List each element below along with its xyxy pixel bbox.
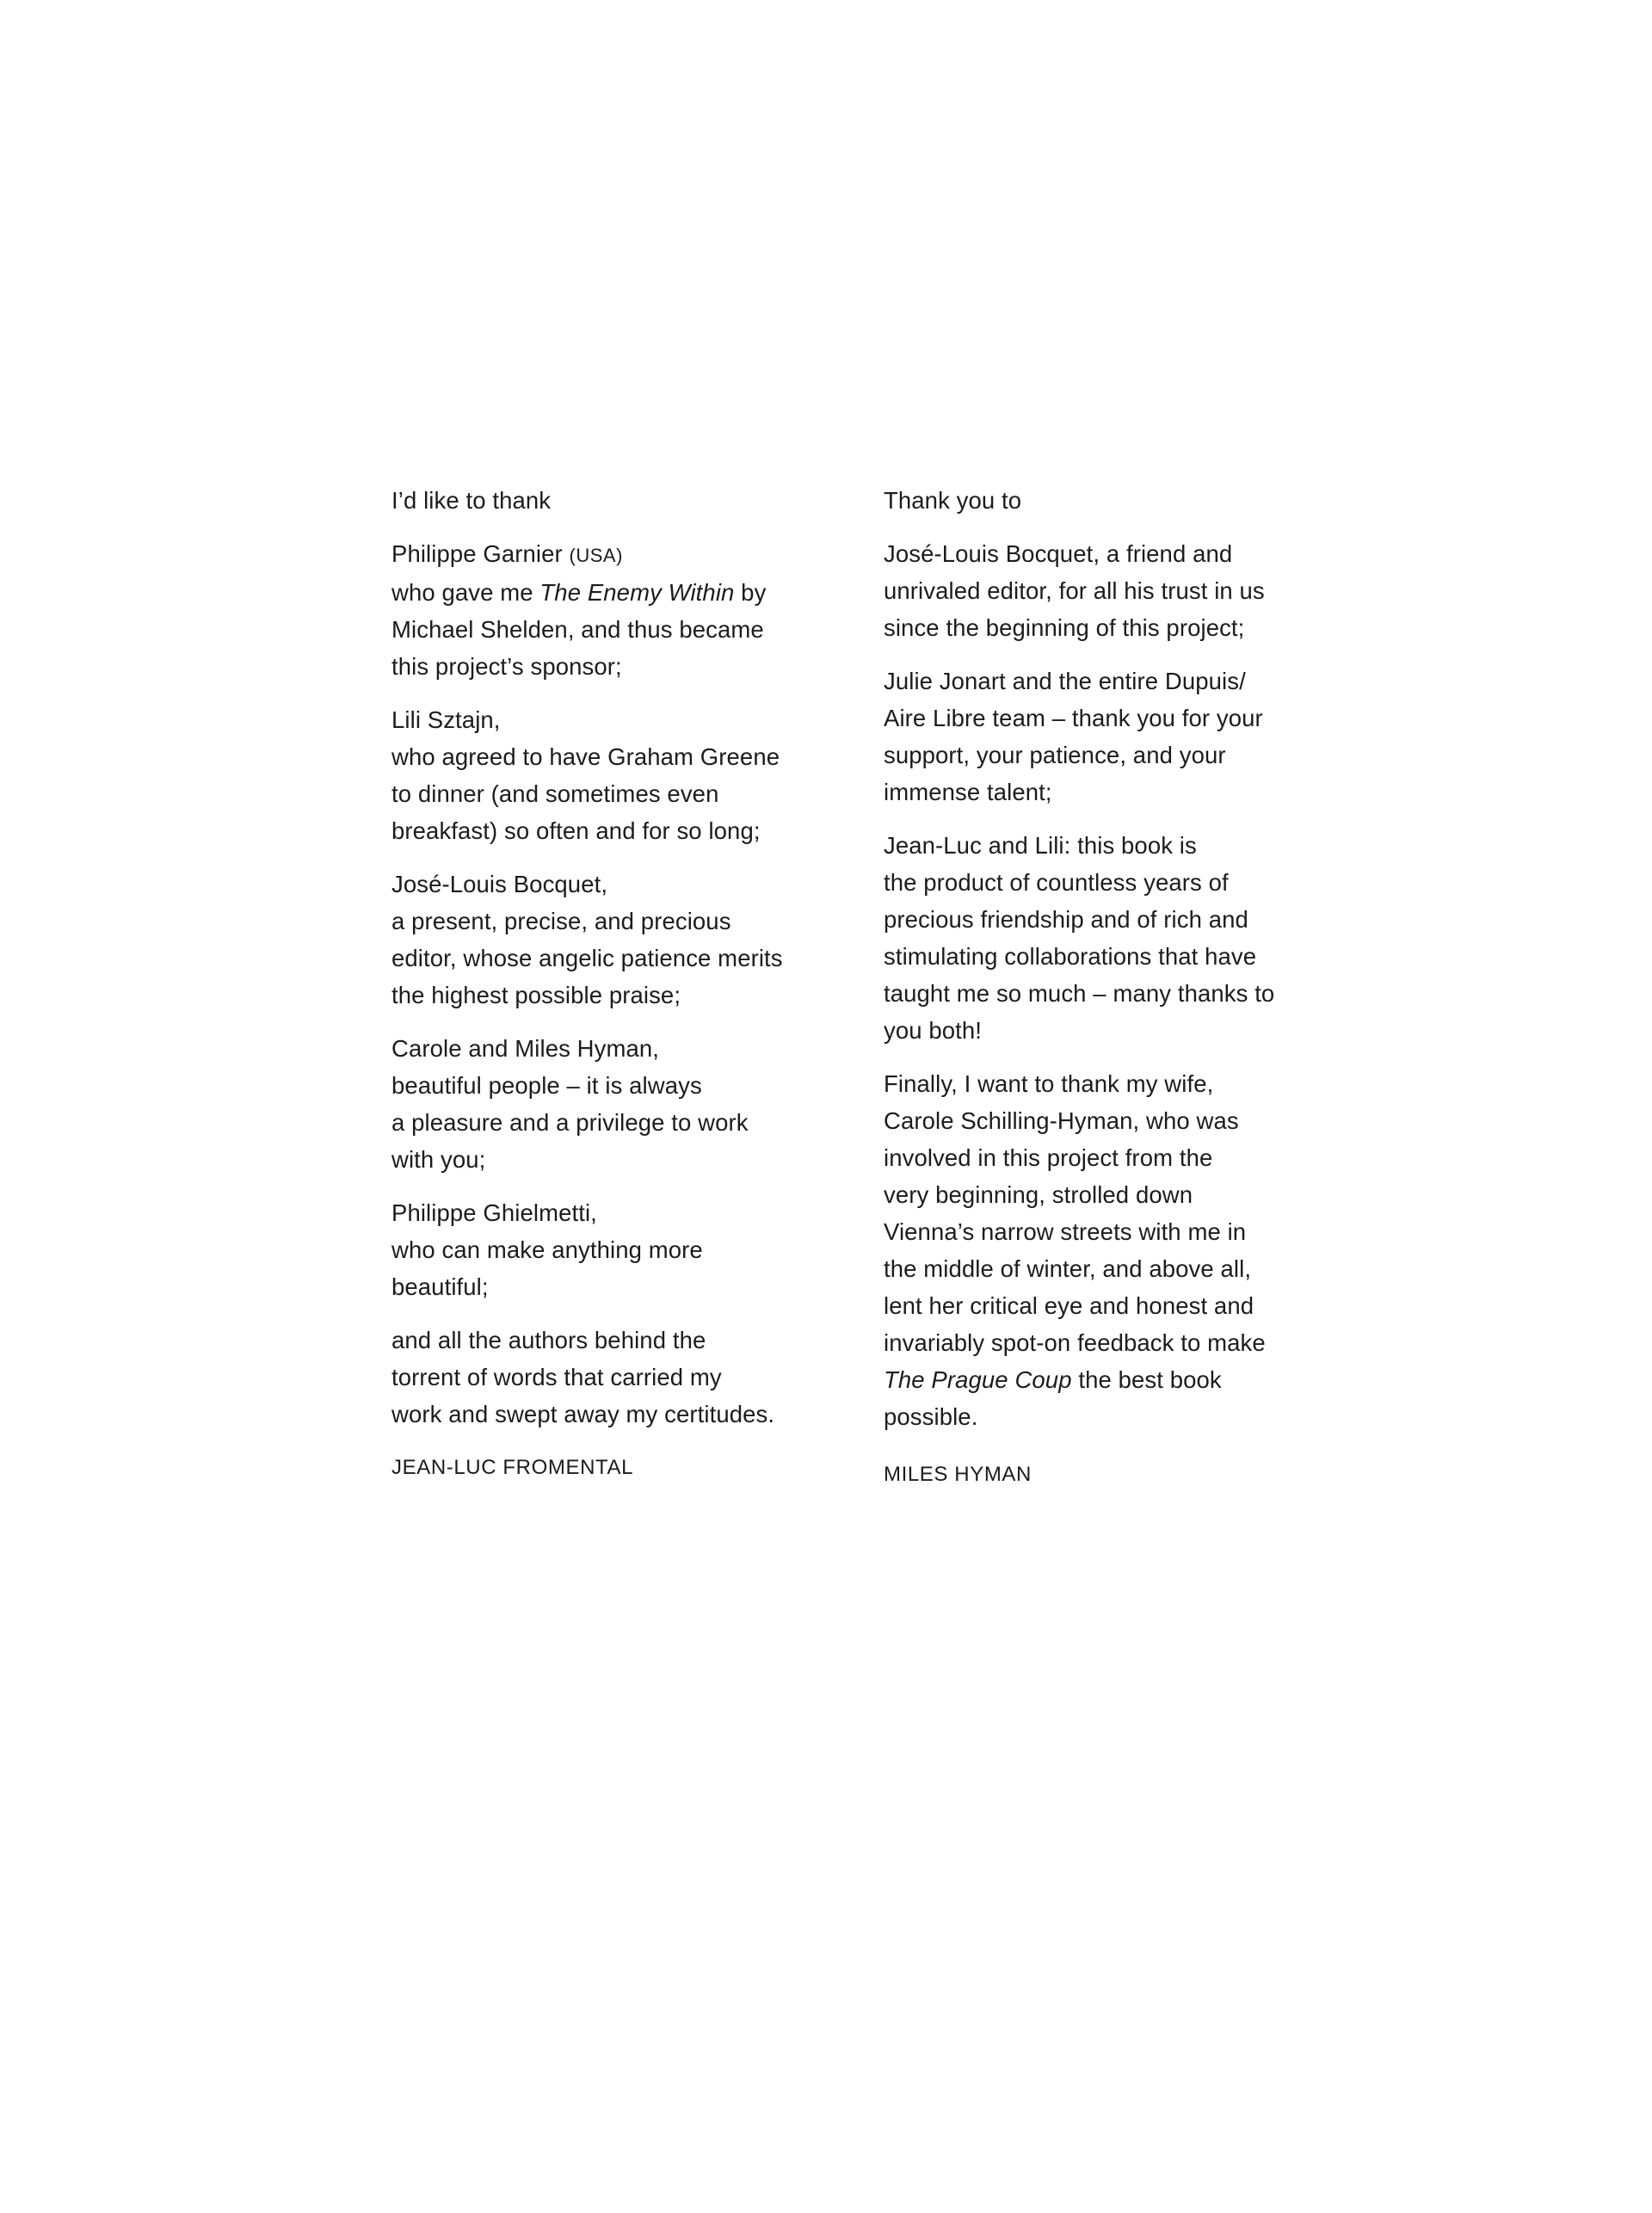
- jeanluc-line: taught me so much – many thanks to: [884, 980, 1275, 1007]
- wife-line: Carole Schilling-Hyman, who was: [884, 1107, 1239, 1134]
- jonart-line: immense talent;: [884, 779, 1052, 805]
- signature-miles-hyman: MILES HYMAN: [884, 1463, 1032, 1486]
- ghielmetti-line: Philippe Ghielmetti,: [391, 1199, 597, 1226]
- left-acknowledgments-column: [391, 482, 839, 1502]
- left-ghielmetti-paragraph: [391, 1194, 839, 1305]
- book-title-prague-coup: The Prague Coup: [884, 1366, 1072, 1393]
- right-bocquet-line: unrivaled editor, for all his trust in us: [884, 577, 1265, 604]
- jeanluc-line: precious friendship and of rich and: [884, 906, 1248, 933]
- left-authors-paragraph: [391, 1322, 839, 1433]
- right-intro: [884, 482, 1331, 519]
- left-hyman-paragraph: [391, 1030, 839, 1178]
- left-bocquet-paragraph: [391, 866, 839, 1014]
- right-jonart-paragraph: [884, 663, 1331, 811]
- right-wife-paragraph: [884, 1065, 1331, 1435]
- garnier-name: Philippe Garnier: [391, 540, 563, 567]
- wife-line: Finally, I want to thank my wife,: [884, 1070, 1214, 1097]
- authors-line: and all the authors behind the: [391, 1327, 706, 1353]
- right-acknowledgments-column: [884, 482, 1331, 1509]
- jeanluc-line: stimulating collaborations that have: [884, 943, 1257, 970]
- jeanluc-line: you both!: [884, 1017, 983, 1044]
- bocquet-line: a present, precise, and precious: [391, 908, 731, 934]
- right-bocquet-line: since the beginning of this project;: [884, 614, 1245, 641]
- right-jeanluc-paragraph: [884, 827, 1331, 1049]
- authors-line: work and swept away my certitudes.: [391, 1401, 775, 1427]
- wife-line: very beginning, strolled down: [884, 1181, 1193, 1208]
- bocquet-line: editor, whose angelic patience merits: [391, 945, 783, 971]
- authors-line: torrent of words that carried my: [391, 1364, 722, 1390]
- right-bocquet-paragraph: [884, 535, 1331, 646]
- hyman-line: a pleasure and a privilege to work: [391, 1109, 749, 1136]
- right-bocquet-line: José-Louis Bocquet, a friend and: [884, 540, 1233, 567]
- hyman-line: Carole and Miles Hyman,: [391, 1035, 660, 1062]
- wife-line: Vienna’s narrow streets with me in: [884, 1218, 1247, 1245]
- sztajn-line: breakfast) so often and for so long;: [391, 817, 761, 844]
- wife-last-line: possible.: [884, 1403, 978, 1430]
- ghielmetti-line: who can make anything more: [391, 1236, 703, 1263]
- left-intro-text: I’d like to thank: [391, 487, 552, 514]
- garnier-line2-post: by: [734, 579, 767, 606]
- jonart-line: Aire Libre team – thank you for your: [884, 705, 1263, 731]
- sztajn-line: Lili Sztajn,: [391, 706, 501, 733]
- book-title-enemy-within: The Enemy Within: [539, 579, 735, 606]
- sztajn-line: to dinner (and sometimes even: [391, 780, 719, 807]
- left-garnier-paragraph: [391, 535, 839, 685]
- right-intro-text: Thank you to: [884, 487, 1022, 514]
- hyman-line: beautiful people – it is always: [391, 1072, 702, 1099]
- wife-line: lent her critical eye and honest and: [884, 1292, 1254, 1319]
- garnier-line3: Michael Shelden, and thus became: [391, 616, 764, 643]
- jeanluc-line: the product of countless years of: [884, 869, 1229, 896]
- wife-line: invariably spot-on feedback to make: [884, 1329, 1266, 1356]
- garnier-line2-pre: who gave me: [391, 579, 540, 606]
- jonart-line: support, your patience, and your: [884, 742, 1226, 768]
- bocquet-line: José-Louis Bocquet,: [391, 871, 608, 897]
- wife-line: the middle of winter, and above all,: [884, 1255, 1252, 1282]
- sztajn-line: who agreed to have Graham Greene: [391, 743, 780, 770]
- jonart-line: Julie Jonart and the entire Dupuis/: [884, 668, 1246, 694]
- left-sztajn-paragraph: [391, 701, 839, 849]
- ghielmetti-line: beautiful;: [391, 1273, 489, 1300]
- wife-line: involved in this project from the: [884, 1144, 1213, 1171]
- jeanluc-line: Jean-Luc and Lili: this book is: [884, 832, 1197, 859]
- hyman-line: with you;: [391, 1146, 486, 1173]
- bocquet-line: the highest possible praise;: [391, 982, 681, 1008]
- signature-jean-luc-fromental: JEAN-LUC FROMENTAL: [391, 1456, 634, 1479]
- garnier-line4: this project’s sponsor;: [391, 653, 622, 680]
- garnier-country: (USA): [569, 545, 623, 566]
- left-intro: [391, 482, 839, 519]
- wife-after-book: the best book: [1071, 1366, 1222, 1393]
